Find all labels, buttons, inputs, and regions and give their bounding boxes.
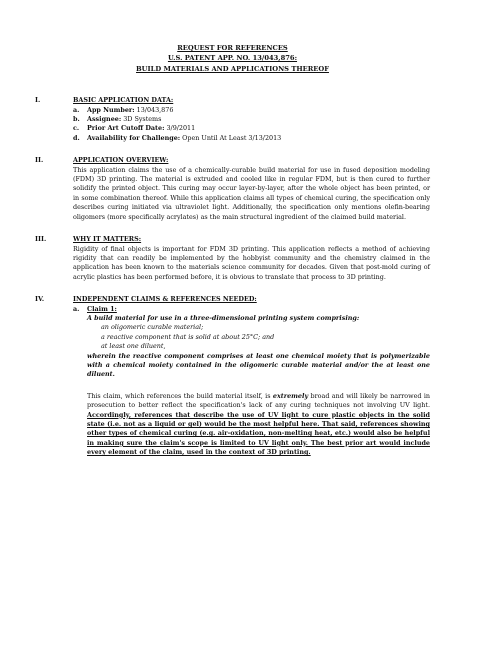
claim-marker: a. xyxy=(73,304,80,313)
why-paragraph: Rigidity of final objects is important for FDM 3D printing. This application reflects a method of achieving rigidity that can readily be implemented by the hobbyist community and the chemistry claimed in the application has been known to the materials science community for decades. Given that post-mold curing of acrylic plastics has been performed before, it is obvious to translate that process to 3D printing. xyxy=(73,244,430,281)
document-header xyxy=(35,43,430,74)
item-label: App Number: xyxy=(87,105,135,114)
list-item xyxy=(73,134,430,143)
section-number: III. xyxy=(35,235,47,244)
section-title: BASIC APPLICATION DATA: xyxy=(73,96,174,105)
header-patent-number: U.S. PATENT APP. NO. 13/043,876: xyxy=(167,54,298,63)
section-why-it-matters xyxy=(35,235,430,282)
discussion-highlight: Accordingly, references that describe the use of UV light to cure plastic objects in the solid state (i.e. not as a liquid or gel) would be the most helpful here. That said, references showing other types of chemical curing (e.g. air-oxidation, non-melting heat, etc.) would also be helpful in making sure the claim's scope is limited to UV light only. The best prior art would include every element of the claim, used in the context of 3D printing. xyxy=(87,410,430,457)
claim-block xyxy=(73,304,430,458)
section-number: II. xyxy=(35,156,44,165)
item-value: 3D Systems xyxy=(121,115,162,124)
item-value: 3/9/2011 xyxy=(164,124,196,133)
claim-preamble: A build material for use in a three-dimensional printing system comprising: xyxy=(87,313,360,322)
basic-data-list xyxy=(73,106,430,144)
header-title: REQUEST FOR REFERENCES xyxy=(177,44,288,52)
claim-heading xyxy=(73,304,430,314)
claim-title: Claim 1: xyxy=(87,304,117,313)
claim-element: a reactive component that is solid at about 25°C; and xyxy=(101,332,275,341)
header-subtitle: BUILD MATERIALS AND APPLICATIONS THEREOF xyxy=(136,64,329,73)
discussion-text: broad and will likely be narrowed in prosecution to better reflect the specification's lack of any curing techniques not involving UV light. xyxy=(87,391,430,410)
section-basic-data xyxy=(35,96,430,143)
claim-discussion xyxy=(87,392,430,458)
section-overview xyxy=(35,156,430,222)
item-label: Availability for Challenge: xyxy=(87,133,181,142)
claim-wherein: wherein the reactive component comprises at least one chemical moiety that is polymerizable with a chemical moiety contained in the oligomeric curable material and/or the at least one diluent. xyxy=(87,351,430,379)
item-value: Open Until At Least 3/13/2013 xyxy=(180,133,282,142)
list-item xyxy=(73,115,430,124)
list-item xyxy=(73,124,430,133)
list-item xyxy=(73,106,430,115)
item-label: Prior Art Cutoff Date: xyxy=(87,124,165,133)
section-title: APPLICATION OVERVIEW: xyxy=(73,156,169,165)
claim-text xyxy=(87,314,430,380)
overview-paragraph: This application claims the use of a chemically-curable build material for use in fused deposition modeling (FDM) 3D printing. The material is extruded and cooled like in regular FDM, but is then cured to further solidify the printed object. This curing may occur layer-by-layer, after the whole object has been printed, or in some combination thereof. While this application claims all types of chemical curing, the specification only describes curing initiated via ultraviolet light. Additionally, the specification only mentions olefin-bearing oligomers (more specifically acrylates) as the main structural ingredient of the claimed build material. xyxy=(73,165,430,221)
section-title: INDEPENDENT CLAIMS & REFERENCES NEEDED: xyxy=(73,295,257,304)
list-marker: a. xyxy=(73,105,80,114)
list-marker: b. xyxy=(73,115,80,124)
item-label: Assignee: xyxy=(87,115,122,124)
list-marker: c. xyxy=(73,124,80,133)
section-number: I. xyxy=(35,96,41,105)
claim-element: an oligomeric curable material; xyxy=(101,323,204,332)
section-number: IV. xyxy=(35,295,45,304)
discussion-text: This claim, which references the build material itself, is xyxy=(87,391,273,400)
section-title: WHY IT MATTERS: xyxy=(73,235,142,244)
item-value: 13/043,876 xyxy=(134,105,174,114)
section-claims xyxy=(35,295,430,458)
discussion-emphasis: extremely xyxy=(272,391,309,400)
claim-element: at least one diluent, xyxy=(101,342,166,351)
list-marker: d. xyxy=(73,133,80,142)
